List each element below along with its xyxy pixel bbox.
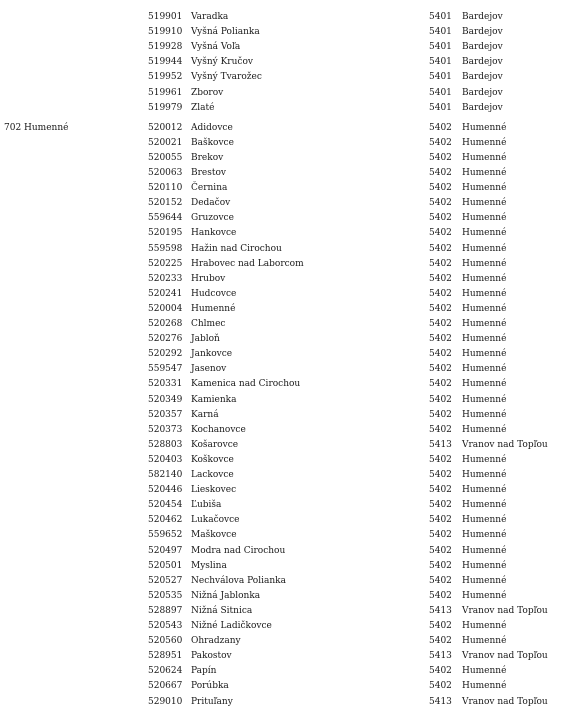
district-name: Humenné [462, 454, 507, 465]
municipality-name: Lackovce [191, 470, 234, 480]
table-row [0, 528, 564, 543]
table-row [0, 423, 564, 438]
district-code: 5402 [429, 349, 452, 360]
municipality-name: Pakostov [191, 651, 232, 662]
district-name: Vranov nad Topľou [462, 605, 548, 616]
district-code: 5402 [429, 485, 452, 496]
table-row [0, 121, 564, 136]
municipality-code: 528803 [148, 439, 183, 450]
table-row [0, 362, 564, 377]
district-name: Humenné [462, 288, 507, 299]
table-row [0, 317, 564, 332]
district-name: Humenné [462, 424, 507, 435]
table-row [0, 664, 564, 679]
district-name: Humenné [462, 666, 507, 677]
municipality-code: 559598 [148, 243, 183, 254]
district-name: Humenné [462, 470, 507, 480]
municipality-name: Nechválova Polianka [191, 575, 286, 586]
municipality-name: Vyšná Polianka [191, 27, 260, 38]
municipality-name: Maškovce [191, 530, 237, 541]
municipality-name: Ohradzany [191, 636, 241, 647]
table-row [0, 10, 564, 25]
municipality-name: Lieskovec [191, 485, 237, 496]
municipality-name: Adidovce [191, 122, 233, 133]
municipality-code: 520063 [148, 168, 183, 178]
municipality-name: Kamenica nad Cirochou [191, 379, 301, 390]
district-name: Humenné [462, 515, 507, 526]
municipality-name: Modra nad Cirochou [191, 545, 286, 556]
municipality-code: 520021 [148, 137, 183, 148]
table-row [0, 287, 564, 302]
table-row [0, 559, 564, 574]
municipality-name: Vyšná Voľa [191, 42, 241, 53]
district-name: Humenné [462, 394, 507, 405]
municipality-code: 519910 [148, 27, 183, 38]
district-name: Humenné [462, 258, 507, 269]
table-row [0, 619, 564, 634]
table-row [0, 393, 564, 408]
district-name: Humenné [462, 636, 507, 647]
municipality-code: 520268 [148, 319, 183, 329]
district-name: Humenné [462, 152, 507, 163]
district-name: Humenné [462, 213, 507, 224]
district-code: 5402 [429, 122, 452, 133]
municipality-code: 519944 [148, 57, 183, 68]
municipality-code: 520292 [148, 349, 183, 360]
district-code: 5402 [429, 409, 452, 420]
district-code: 5402 [429, 575, 452, 586]
district-name: Humenné [462, 590, 507, 601]
table-row [0, 498, 564, 513]
table-row [0, 483, 564, 498]
district-name: Bardejov [462, 72, 503, 83]
table-row [0, 25, 564, 40]
district-code: 5401 [429, 57, 452, 68]
district-code: 5402 [429, 288, 452, 299]
district-code: 5402 [429, 152, 452, 163]
municipality-name: Varadka [191, 12, 229, 22]
district-name: Bardejov [462, 42, 503, 53]
table-row [0, 272, 564, 287]
table-row [0, 468, 564, 483]
district-code: 5402 [429, 243, 452, 254]
municipality-name: Ľubiša [191, 500, 222, 511]
district-name: Humenné [462, 575, 507, 586]
municipality-name: Zlaté [191, 102, 215, 113]
district-code: 5413 [429, 696, 452, 707]
district-name: Humenné [462, 183, 507, 194]
table-row [0, 438, 564, 453]
municipality-code: 582140 [148, 470, 183, 480]
municipality-code: 520004 [148, 303, 183, 314]
municipality-code: 520276 [148, 334, 183, 345]
district-code: 5402 [429, 500, 452, 511]
table-row [0, 257, 564, 272]
municipality-code: 520560 [148, 636, 183, 647]
district-name: Humenné [462, 349, 507, 360]
district-name: Humenné [462, 122, 507, 133]
municipality-code: 520535 [148, 590, 183, 601]
district-name: Humenné [462, 198, 507, 209]
table-row [0, 574, 564, 589]
district-code: 5402 [429, 228, 452, 239]
district-code: 5413 [429, 605, 452, 616]
municipality-code: 559547 [148, 364, 183, 375]
municipality-code: 520357 [148, 409, 183, 420]
table-row [0, 408, 564, 423]
district-code: 5402 [429, 515, 452, 526]
table-row [0, 242, 564, 257]
municipality-name: Baškovce [191, 137, 234, 148]
district-name: Humenné [462, 319, 507, 329]
district-name: Humenné [462, 485, 507, 496]
municipality-name: Myslina [191, 560, 227, 571]
district-heading: 702 Humenné [4, 122, 69, 133]
district-code: 5401 [429, 42, 452, 53]
district-code: 5402 [429, 273, 452, 284]
district-name: Humenné [462, 409, 507, 420]
table-row [0, 70, 564, 85]
municipality-name: Jasenov [191, 364, 227, 375]
district-code: 5401 [429, 27, 452, 38]
district-code: 5402 [429, 621, 452, 631]
municipality-name: Dedačov [191, 198, 231, 209]
municipality-code: 519901 [148, 12, 183, 22]
table-row [0, 101, 564, 116]
district-code: 5402 [429, 454, 452, 465]
municipality-name: Prituľany [191, 696, 233, 707]
district-code: 5402 [429, 183, 452, 194]
municipality-name: Karná [191, 409, 219, 420]
district-name: Humenné [462, 303, 507, 314]
district-code: 5401 [429, 12, 452, 22]
district-code: 5413 [429, 439, 452, 450]
municipality-name: Koškovce [191, 454, 234, 465]
municipality-name: Brekov [191, 152, 224, 163]
municipality-code: 520446 [148, 485, 183, 496]
district-code: 5401 [429, 87, 452, 98]
municipality-name: Nižné Ladičkovce [191, 621, 272, 631]
district-name: Humenné [462, 621, 507, 631]
table-row [0, 332, 564, 347]
municipality-name: Hrabovec nad Laborcom [191, 258, 304, 269]
municipality-code: 528951 [148, 651, 183, 662]
municipality-code: 529010 [148, 696, 183, 707]
municipality-code: 519952 [148, 72, 183, 83]
municipality-name: Kamienka [191, 394, 237, 405]
district-name: Vranov nad Topľou [462, 439, 548, 450]
district-code: 5402 [429, 379, 452, 390]
table-row [0, 136, 564, 151]
district-name: Humenné [462, 379, 507, 390]
municipality-name: Hrubov [191, 273, 226, 284]
municipality-name: Humenné [191, 303, 236, 314]
table-row [0, 40, 564, 55]
district-name: Humenné [462, 137, 507, 148]
district-name: Vranov nad Topľou [462, 651, 548, 662]
district-code: 5402 [429, 364, 452, 375]
district-code: 5401 [429, 102, 452, 113]
table-row [0, 181, 564, 196]
table-row [0, 604, 564, 619]
district-code: 5402 [429, 168, 452, 178]
table-row [0, 151, 564, 166]
table-row [0, 453, 564, 468]
district-code: 5402 [429, 681, 452, 692]
municipality-code: 520331 [148, 379, 183, 390]
municipality-code: 520454 [148, 500, 183, 511]
district-name: Humenné [462, 500, 507, 511]
municipality-code: 519979 [148, 102, 183, 113]
district-name: Humenné [462, 334, 507, 345]
district-code: 5402 [429, 636, 452, 647]
municipality-code: 520462 [148, 515, 183, 526]
district-name: Humenné [462, 560, 507, 571]
district-code: 5402 [429, 258, 452, 269]
district-code: 5402 [429, 530, 452, 541]
district-name: Humenné [462, 243, 507, 254]
municipality-code: 520543 [148, 621, 183, 631]
municipality-code: 520624 [148, 666, 183, 677]
municipality-code: 520055 [148, 152, 183, 163]
municipality-name: Kochanovce [191, 424, 246, 435]
district-code: 5402 [429, 137, 452, 148]
municipality-name: Jabloň [191, 334, 220, 345]
municipality-name: Jankovce [191, 349, 233, 360]
municipality-name: Hažin nad Cirochou [191, 243, 282, 254]
municipality-name: Brestov [191, 168, 226, 178]
table-row [0, 679, 564, 694]
district-name: Bardejov [462, 12, 503, 22]
district-code: 5402 [429, 666, 452, 677]
district-name: Humenné [462, 530, 507, 541]
district-name: Bardejov [462, 57, 503, 68]
table-row [0, 513, 564, 528]
municipality-code: 520527 [148, 575, 183, 586]
table-row [0, 347, 564, 362]
table-row [0, 55, 564, 70]
municipality-code: 520349 [148, 394, 183, 405]
municipality-name: Hudcovce [191, 288, 237, 299]
table-row [0, 196, 564, 211]
district-name: Bardejov [462, 27, 503, 38]
municipality-name: Gruzovce [191, 213, 234, 224]
district-code: 5402 [429, 198, 452, 209]
district-code: 5402 [429, 545, 452, 556]
district-code: 5402 [429, 590, 452, 601]
municipality-code: 520241 [148, 288, 183, 299]
municipality-code: 520501 [148, 560, 183, 571]
district-name: Vranov nad Topľou [462, 696, 548, 707]
municipality-name: Nižná Sitnica [191, 605, 253, 616]
district-code: 5402 [429, 303, 452, 314]
municipality-code: 559644 [148, 213, 183, 224]
municipality-name: Chlmec [191, 319, 226, 329]
municipality-code: 520373 [148, 424, 183, 435]
municipality-code: 520195 [148, 228, 183, 239]
district-code: 5402 [429, 560, 452, 571]
district-name: Humenné [462, 228, 507, 239]
municipality-name: Černina [191, 183, 228, 194]
table-row [0, 226, 564, 241]
district-code: 5402 [429, 319, 452, 329]
municipality-code: 520012 [148, 122, 183, 133]
district-code: 5402 [429, 334, 452, 345]
municipality-name: Lukačovce [191, 515, 240, 526]
district-name: Humenné [462, 273, 507, 284]
municipality-name: Košarovce [191, 439, 239, 450]
district-code: 5401 [429, 72, 452, 83]
table-row [0, 211, 564, 226]
municipality-name: Papín [191, 666, 217, 677]
municipality-code: 520403 [148, 454, 183, 465]
table-row [0, 86, 564, 101]
district-code: 5413 [429, 651, 452, 662]
district-code: 5402 [429, 470, 452, 480]
municipality-code: 520497 [148, 545, 183, 556]
municipality-name: Vyšný Kručov [191, 57, 253, 68]
municipality-name: Vyšný Tvarožec [191, 72, 262, 83]
municipality-code: 520110 [148, 183, 183, 194]
municipality-code: 520152 [148, 198, 183, 209]
municipality-name: Zborov [191, 87, 224, 98]
municipality-code: 520233 [148, 273, 183, 284]
municipality-name: Hankovce [191, 228, 237, 239]
municipality-code: 520667 [148, 681, 183, 692]
district-name: Humenné [462, 168, 507, 178]
table-row [0, 649, 564, 664]
municipality-code: 559652 [148, 530, 183, 541]
table-row [0, 302, 564, 317]
table-row [0, 166, 564, 181]
district-code: 5402 [429, 394, 452, 405]
table-row [0, 377, 564, 392]
district-name: Bardejov [462, 102, 503, 113]
municipality-code: 519961 [148, 87, 183, 98]
district-code: 5402 [429, 424, 452, 435]
municipality-code: 519928 [148, 42, 183, 53]
municipality-code: 528897 [148, 605, 183, 616]
district-name: Bardejov [462, 87, 503, 98]
table-row [0, 544, 564, 559]
district-name: Humenné [462, 681, 507, 692]
district-name: Humenné [462, 364, 507, 375]
district-name: Humenné [462, 545, 507, 556]
table-row [0, 695, 564, 710]
municipality-name: Porúbka [191, 681, 229, 692]
table-row [0, 589, 564, 604]
table-row [0, 634, 564, 649]
district-code: 5402 [429, 213, 452, 224]
municipality-name: Nižná Jablonka [191, 590, 261, 601]
municipality-code: 520225 [148, 258, 183, 269]
